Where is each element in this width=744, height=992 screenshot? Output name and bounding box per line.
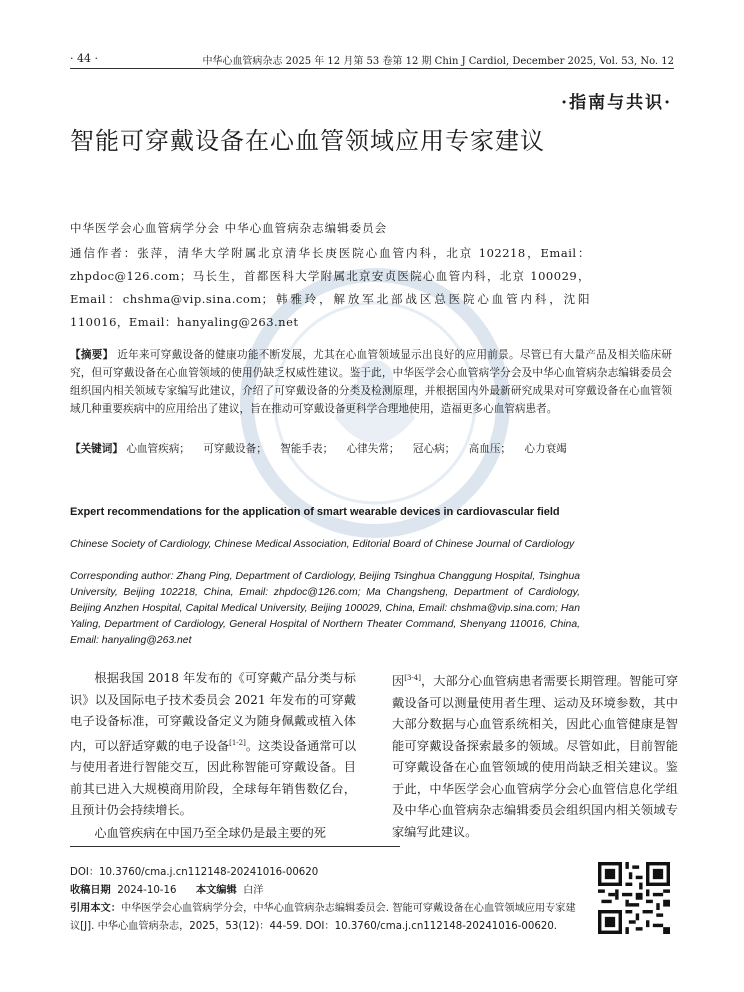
section-tag: ·指南与共识· — [561, 93, 672, 113]
body-paragraph — [392, 668, 678, 843]
qr-code-icon — [598, 862, 670, 934]
citation — [70, 900, 580, 936]
keyword: 智能手表； — [280, 443, 334, 455]
body-column-right — [392, 668, 678, 844]
body-paragraph — [70, 668, 356, 822]
keywords — [70, 440, 672, 459]
keyword: 冠心病； — [412, 443, 456, 455]
citation-ref: [1-2] — [229, 738, 246, 747]
citation-label: 引用本文： — [70, 903, 121, 914]
body-text: 根据我国 2018 年发布的《可穿戴产品分类与标识》以及国际电子技术委员会 2021 年发布的可穿戴电子设备标准，可穿戴设备定义为随身佩戴或植入体内，可以舒适穿戴的电子设备 — [70, 671, 356, 753]
body-column-left — [70, 668, 356, 845]
body-text: 因 — [392, 674, 405, 689]
body-text: 。这类设备通常可以与使用者进行智能交互，因此称智能可穿戴设备。目前其已进入大规模商用阶段，全球每年销售数亿台，且预计仍会持续增长。 — [70, 738, 357, 818]
received-label: 收稿日期 — [70, 885, 111, 896]
abstract — [70, 346, 672, 418]
editor-name: 白洋 — [243, 885, 264, 896]
author-organizations: 中华医学会心血管病学分会 中华心血管病杂志编辑委员会 — [70, 221, 388, 235]
editor-label: 本文编辑 — [195, 885, 237, 896]
page-number: · 44 · — [70, 52, 98, 65]
citation-text: 中华医学会心血管病学分会，中华心血管病杂志编辑委员会. 智能可穿戴设备在心血管领域应用专家建议[J]. 中华心血管病杂志，2025，53(12)：44-59. DOI：10.3760/cma.j.cn112148-20241016-00620. — [70, 903, 576, 932]
abstract-label: 【摘要】 — [70, 349, 114, 361]
citation-ref: [3-4] — [404, 674, 421, 682]
keyword: 高血压； — [468, 443, 512, 455]
abstract-text: 近年来可穿戴设备的健康功能不断发展，尤其在心血管领域显示出良好的应用前景。尽管已有大量产品及相关临床研究，但可穿戴设备在心血管领域的使用仍缺乏权威性建议。鉴于此，中华医学会心血管病学分会及中华心血管病杂志编辑委员会组织国内相关领域专家编写此建议，介绍了可穿戴设备的分类及检测原理，并根据国内外最新研究成果对可穿戴设备在心血管领域几种重要疾病中的应用给出了建议，旨在推动可穿戴设备更科学合理地使用，造福更多心血管病患者。 — [70, 349, 673, 415]
footer-info — [70, 864, 580, 936]
keywords-label: 【关键词】 — [70, 443, 123, 455]
body-text: ，大部分心血管病患者需要长期管理。智能可穿戴设备可以测量使用者生理、运动及环境参数，其中大部分数据与心血管系统相关，因此心血管健康是智能可穿戴设备探索最多的领域。尽管如此，目前智能可穿戴设备在心血管领域的使用尚缺乏相关建议。鉴于此，中华医学会心血管病学分会心血管信息化学组及中华心血管病杂志编辑委员会组织国内相关领域专家编写此建议。 — [392, 674, 679, 839]
received-date: 2024-10-16 — [117, 885, 177, 896]
header-divider — [70, 68, 674, 69]
footer-divider — [70, 846, 400, 847]
english-title: Expert recommendations for the application of smart wearable devices in cardiovascular field — [70, 506, 560, 518]
keyword: 心力衰竭 — [524, 443, 567, 455]
keyword: 心血管疾病； — [126, 443, 190, 455]
english-organizations: Chinese Society of Cardiology, Chinese Medical Association, Editorial Board of Chinese Journal of Cardiology — [70, 539, 575, 550]
keyword: 可穿戴设备； — [203, 443, 267, 455]
corresponding-authors: 通信作者：张萍，清华大学附属北京清华长庚医院心血管内科，北京 102218，Email：zhpdoc@126.com；马长生，首都医科大学附属北京安贞医院心血管内科，北京 100029，Email：chshma@vip.sina.com；韩雅玲，解放军北部战区总医院心血管内科，沈阳 110016，Email：hanyaling@263.net — [70, 246, 590, 329]
english-corresponding-authors: Corresponding author: Zhang Ping, Department of Cardiology, Beijing Tsinghua Changgung Hospital, Tsinghua University, Beijing 102218, China, Email: zhpdoc@126.com; Ma Changsheng, Department of Cardiology, Beijing Anzhen Hospital, Capital Medical University, Beijing 100029, China, Email: chshma@vip.sina.com; Han Yaling, Department of Cardiology, General Hospital of Northern Theater Command, Shenyang 110016, China, Email: hanyaling@263.net — [70, 571, 580, 646]
doi: DOI：10.3760/cma.j.cn112148-20241016-00620 — [70, 867, 319, 878]
received-and-editor — [70, 882, 580, 900]
journal-header: 中华心血管病杂志 2025 年 12 月第 53 卷第 12 期 Chin J Cardiol, December 2025, Vol. 53, No. 12 — [202, 56, 674, 67]
body-paragraph: 心血管疾病在中国乃至全球仍是最主要的死 — [94, 825, 326, 840]
keyword: 心律失常； — [346, 443, 400, 455]
article-title: 智能可穿戴设备在心血管领域应用专家建议 — [70, 127, 545, 155]
